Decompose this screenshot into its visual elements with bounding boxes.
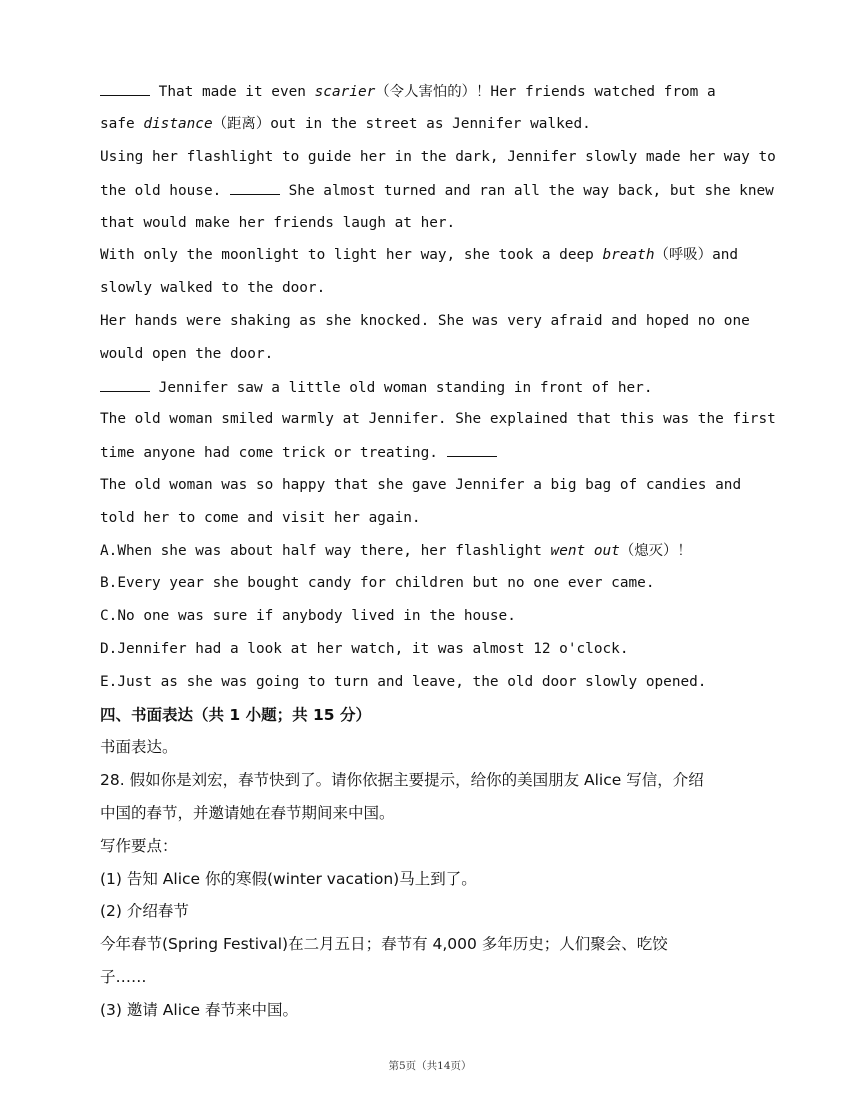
option-e: E.Just as she was going to turn and leave, the old door slowly opened. [100,674,707,690]
answer-blank[interactable] [100,377,150,392]
passage-line: the old house. She almost turned and ran all the way back, but she knew [100,180,774,201]
section-subheading: 书面表达。 [100,738,178,756]
option-c: C.No one was sure if anybody lived in the house. [100,608,516,624]
page-footer: 第5页（共14页） [388,1060,472,1072]
writing-point-detail: 子…… [100,968,147,986]
writing-point: (2) 介绍春节 [100,902,189,920]
passage-line: safe distance（距离）out in the street as Jennifer walked. [100,116,591,132]
option-b: B.Every year she bought candy for children but no one ever came. [100,575,655,591]
writing-point: (3) 邀请 Alice 春节来中国。 [100,1001,299,1019]
passage-line: With only the moonlight to light her way, she took a deep breath（呼吸）and [100,247,739,263]
passage-line: Using her flashlight to guide her in the dark, Jennifer slowly made her way to [100,149,776,165]
option-d: D.Jennifer had a look at her watch, it was almost 12 o'clock. [100,641,629,657]
passage-line: told her to come and visit her again. [100,510,421,526]
answer-blank[interactable] [230,180,280,195]
option-a: A.When she was about half way there, her flashlight went out（熄灭）！ [100,543,692,559]
passage-line: That made it even scarier（令人害怕的）！Her friends watched from a [100,81,716,102]
passage-line: slowly walked to the door. [100,280,326,296]
writing-point-detail: 今年春节(Spring Festival)在二月五日；春节有 4,000 多年历史；人们聚会、吃饺 [100,935,668,953]
passage-line: Jennifer saw a little old woman standing in front of her. [100,377,653,398]
passage-line: The old woman was so happy that she gave Jennifer a big bag of candies and [100,477,742,493]
section-heading: 四、书面表达（共 1 小题；共 15 分） [100,706,371,724]
passage-line: Her hands were shaking as she knocked. She was very afraid and hoped no one [100,313,750,329]
question-text: 中国的春节，并邀请她在春节期间来中国。 [100,804,395,822]
passage-line: that would make her friends laugh at her. [100,215,456,231]
answer-blank[interactable] [447,442,497,457]
question-text: 28. 假如你是刘宏，春节快到了。请你依据主要提示，给你的美国朋友 Alice 写信，介绍 [100,771,704,789]
writing-point: (1) 告知 Alice 你的寒假(winter vacation)马上到了。 [100,870,477,888]
passage-line: would open the door. [100,346,274,362]
answer-blank[interactable] [100,81,150,96]
passage-line: The old woman smiled warmly at Jennifer. She explained that this was the first [100,411,776,427]
passage-line: time anyone had come trick or treating. [100,442,497,463]
writing-points-label: 写作要点： [100,837,178,855]
